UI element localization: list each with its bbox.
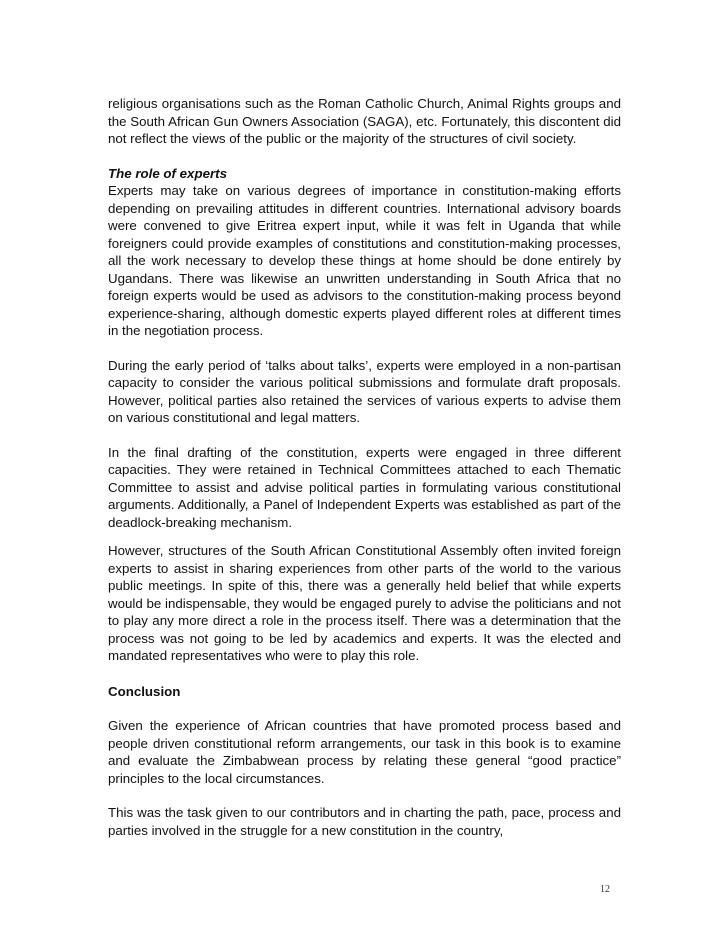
page-number: 12 <box>600 884 610 895</box>
section-heading-role-of-experts: The role of experts <box>108 165 227 181</box>
document-page <box>108 95 621 839</box>
section-heading-conclusion: Conclusion <box>108 683 181 699</box>
paragraph-experts-importance: Experts may take on various degrees of importance in constitution-making efforts depending on prevailing attitudes in different countries. International advisory boards were convened to give Eritrea expert input, while it was felt in Uganda that while foreigners could provide examples of constitutions and constitution-making processes, all the work necessary to develop these things at home should be done entirely by Ugandans. There was likewise an unwritten understanding in South Africa that no foreign experts would be used as advisors to the constitution-making process beyond experience-sharing, although domestic experts played different roles at different times in the negotiation process. <box>108 183 621 338</box>
paragraph-contributors: This was the task given to our contributors and in charting the path, pace, process and parties involved in the struggle for a new constitution in the country, <box>108 805 621 838</box>
paragraph-foreign-experts: However, structures of the South African Constitutional Assembly often invited foreign experts to assist in sharing experiences from other parts of the world to the various public meetings. In spite of this, there was a generally held belief that while experts would be indispensable, they would be engaged purely to advise the politicians and not to play any more direct a role in the process itself. There was a determination that the process was not going to be led by academics and experts. It was the elected and mandated representatives who were to play this role. <box>108 543 621 663</box>
paragraph-final-drafting: In the final drafting of the constitution, experts were engaged in three different capacities. They were retained in Technical Committees attached to each Thematic Committee to assist and advise political parties in formulating various constitutional arguments. Additionally, a Panel of Independent Experts was established as part of the deadlock-breaking mechanism. <box>108 444 621 530</box>
paragraph-talks-about-talks: During the early period of ‘talks about talks’, experts were employed in a non-partisan capacity to consider the various political submissions and formulate draft proposals. However, political parties also retained the services of various experts to advise them on various constitutional and legal matters. <box>108 357 621 425</box>
paragraph-civil-society: religious organisations such as the Roman Catholic Church, Animal Rights groups and the South African Gun Owners Association (SAGA), etc. Fortunately, this discontent did not reflect the views of the public or the majority of the structures of civil society. <box>108 96 621 146</box>
paragraph-conclusion-task: Given the experience of African countries that have promoted process based and people driven constitutional reform arrangements, our task in this book is to examine and evaluate the Zimbabwean process by relating these general “good practice” principles to the local circumstances. <box>108 718 621 786</box>
